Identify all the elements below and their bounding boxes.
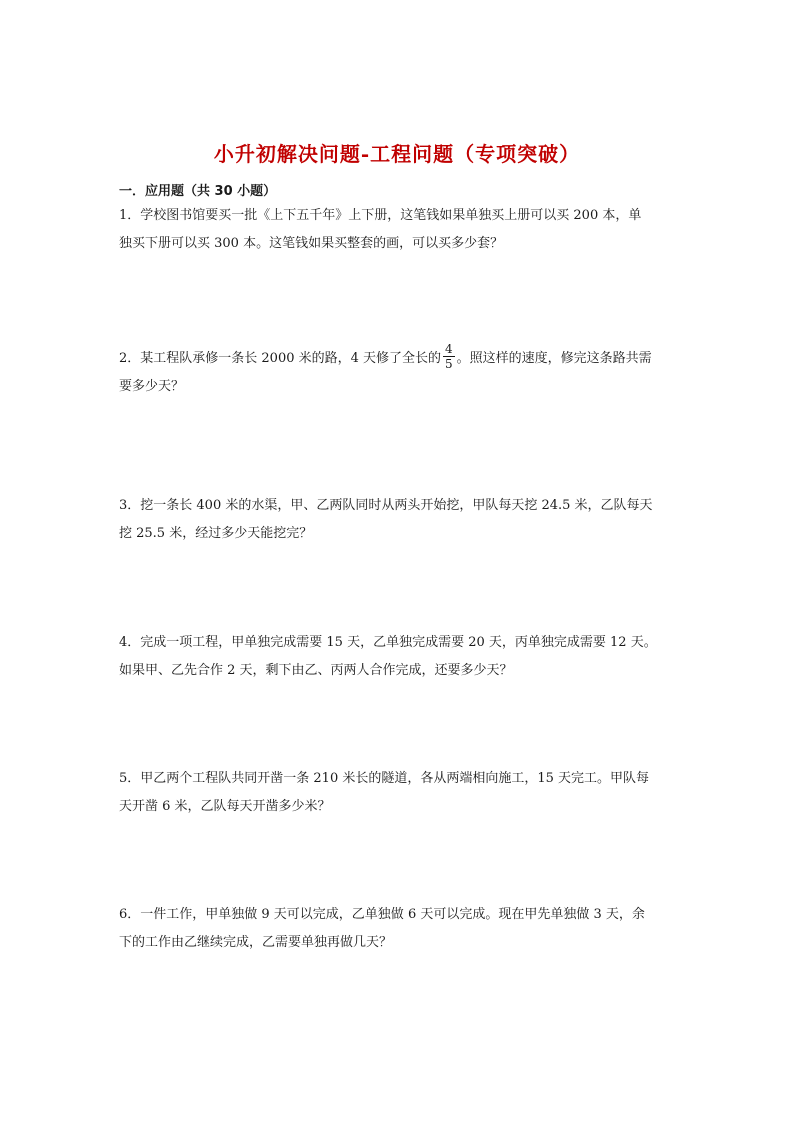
question-4 [119,629,679,685]
question-line: 独买下册可以买 300 本。这笔钱如果买整套的画，可以买多少套？ [119,236,504,251]
question-6 [119,901,679,957]
question-line: 4．完成一项工程，甲单独完成需要 15 天，乙单独完成需要 20 天，丙单独完成需要 12 天。 [119,635,657,650]
question-line: 1．学校图书馆要买一批《上下五千年》上下册，这笔钱如果单独买上册可以买 200 本，单 [119,208,642,223]
question-line: 挖 25.5 米，经过多少天能挖完？ [119,526,313,541]
question-3 [119,492,679,548]
section-heading: 一．应用题（共 30 小题） [119,184,277,199]
question-line: 如果甲、乙先合作 2 天，剩下由乙、丙两人合作完成，还要多少天？ [119,663,513,678]
question-2 [119,344,679,401]
question-line: 要多少天？ [119,379,185,394]
page-title: 小升初解决问题-工程问题（专项突破） [213,142,581,166]
question-text: 。照这样的速度，修完这条路共需 [456,351,652,366]
question-text: 2．某工程队承修一条长 2000 米的路，4 天修了全长的 [119,351,442,366]
question-line: 下的工作由乙继续完成，乙需要单独再做几天？ [119,935,393,950]
fraction [443,342,455,371]
fraction-denominator: 5 [445,357,453,371]
question-5 [119,765,679,821]
question-line: 6．一件工作，甲单独做 9 天可以完成，乙单独做 6 天可以完成。现在甲先单独做 3 天，余 [119,907,645,922]
question-1 [119,202,679,258]
question-line: 5．甲乙两个工程队共同开凿一条 210 米长的隧道，各从两端相向施工，15 天完工。甲队每 [119,771,650,786]
fraction-numerator: 4 [445,342,453,356]
question-line: 3．挖一条长 400 米的水渠，甲、乙两队同时从两头开始挖，甲队每天挖 24.5 米，乙队每天 [119,498,653,513]
question-line: 天开凿 6 米，乙队每天开凿多少米？ [119,799,331,814]
question-line [119,344,679,373]
